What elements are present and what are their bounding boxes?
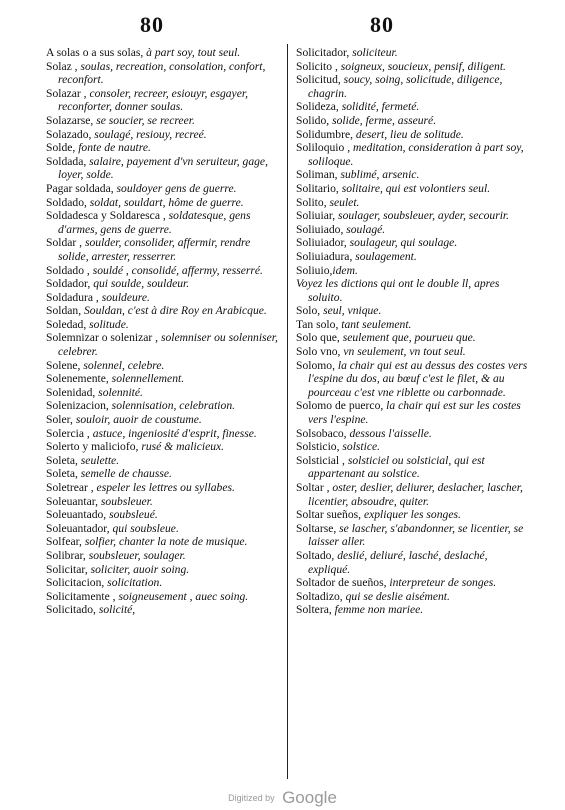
- left-column: [46, 46, 281, 617]
- entry-headword: Solerto y maliciofo,: [46, 440, 139, 454]
- dictionary-entry: [296, 549, 531, 576]
- dictionary-entry: [46, 603, 281, 617]
- dictionary-entry: [46, 495, 281, 509]
- entry-definition: dessous l'aisselle.: [346, 426, 432, 440]
- entry-definition: soldat, souldart, hôme de guerre.: [86, 195, 244, 209]
- entry-definition: Souldan, c'est à dire Roy en Arabicque.: [81, 304, 267, 318]
- entry-headword: Soliuiado,: [296, 222, 344, 236]
- entry-headword: Solene,: [46, 358, 81, 372]
- entry-headword: A solas o a sus solas,: [46, 46, 144, 59]
- dictionary-entry: [296, 141, 531, 168]
- entry-headword: Tan solo,: [296, 317, 339, 331]
- dictionary-entry: [46, 440, 281, 454]
- entry-definition: soulagement.: [352, 249, 417, 263]
- entry-definition: qui se deslie aisément.: [342, 589, 450, 603]
- dictionary-entry: [46, 331, 281, 358]
- entry-definition: soubsleuer, soulager.: [85, 548, 186, 562]
- dictionary-entry: [296, 603, 531, 617]
- dictionary-entry: [46, 576, 281, 590]
- entry-headword: Soliuio,: [296, 263, 333, 277]
- dictionary-entry: [296, 128, 531, 142]
- dictionary-entry: [296, 100, 531, 114]
- entry-headword: Soldada,: [46, 154, 87, 168]
- entry-definition: fonte de nautre.: [75, 141, 151, 155]
- entry-headword: Solito,: [296, 195, 327, 209]
- dictionary-entry: [296, 318, 531, 332]
- dictionary-entry: [296, 223, 531, 237]
- dictionary-entry: [296, 209, 531, 223]
- entry-definition: consoler, recreer, esiouyr, esgayer, reconforter, donner soulas.: [58, 86, 248, 114]
- entry-definition: souldoyer gens de guerre.: [113, 181, 237, 195]
- dictionary-entry: [296, 399, 531, 426]
- dictionary-entry: [46, 454, 281, 468]
- entry-headword: Soldado,: [46, 195, 87, 209]
- entry-headword: Soliuiar,: [296, 209, 336, 223]
- entry-definition: solennel, celebre.: [80, 358, 165, 372]
- entry-headword: Soliman,: [296, 168, 338, 182]
- entry-definition: semelle de chausse.: [77, 467, 172, 481]
- entry-headword: Soltar sueños,: [296, 508, 362, 522]
- entry-definition: meditation, consideration à part soy, soliloque.: [308, 141, 524, 168]
- entry-definition: soulagé.: [343, 222, 386, 236]
- entry-definition: expliquer les songes.: [361, 508, 461, 522]
- entry-definition: sublimé, arsenic.: [337, 168, 420, 182]
- entry-headword: Solenidad,: [46, 385, 96, 399]
- dictionary-entry: [46, 155, 281, 182]
- entry-headword: Soldador,: [46, 277, 91, 291]
- entry-definition: qui soulde, souldeur.: [90, 277, 190, 291]
- entry-definition: rusé & malicieux.: [138, 440, 225, 454]
- entry-definition: soliciter, auoir soing.: [87, 562, 190, 576]
- dictionary-entry: [296, 114, 531, 128]
- watermark-prefix: Digitized by: [228, 793, 275, 803]
- dictionary-entry: [46, 399, 281, 413]
- entry-headword: Solsobaco,: [296, 426, 347, 440]
- entry-headword: Solenemente,: [46, 372, 109, 386]
- entry-definition: soulagé, resiouy, recreé.: [91, 127, 207, 141]
- dictionary-entry: [296, 508, 531, 522]
- dictionary-entry: [46, 114, 281, 128]
- dictionary-entry: [46, 60, 281, 87]
- page-header: [40, 12, 540, 38]
- entry-definition: soliciteur.: [349, 46, 398, 59]
- entry-definition: soulas, recreation, consolation, confort, reconfort.: [58, 59, 266, 87]
- dictionary-entry: [46, 481, 281, 495]
- entry-headword: Solicitar,: [46, 562, 88, 576]
- dictionary-entry: [46, 182, 281, 196]
- entry-definition: seul, vnique.: [320, 304, 382, 318]
- dictionary-entry: [46, 522, 281, 536]
- dictionary-entry: [296, 182, 531, 196]
- dictionary-entry: [296, 359, 531, 400]
- dictionary-page: [40, 12, 540, 792]
- entry-headword: Soleta,: [46, 467, 78, 481]
- entry-headword: Soldado ,: [46, 263, 90, 277]
- entry-definition: solemniser ou solenniser, celebrer.: [58, 331, 278, 359]
- entry-definition: oster, deslier, deliurer, deslacher, lascher, licentier, absoudre, quiter.: [308, 481, 523, 508]
- entry-headword: Solicito ,: [296, 59, 338, 73]
- entry-headword: Solicitador,: [296, 46, 350, 59]
- entry-definition: seulement que, pourueu que.: [339, 331, 476, 345]
- entry-headword: Soliuiador,: [296, 236, 347, 250]
- entry-headword: Soleuantado,: [46, 508, 107, 522]
- entry-definition: soigneux, soucieux, pensif, diligent.: [337, 59, 506, 73]
- entry-definition: soucy, soing, solicitude, diligence, chagrin.: [308, 73, 503, 100]
- entry-definition: souldeure.: [98, 290, 150, 304]
- entry-headword: Pagar soldada,: [46, 181, 114, 195]
- entry-definition: seulet.: [326, 195, 360, 209]
- entry-headword: Soldar ,: [46, 236, 83, 250]
- entry-definition: solidité, fermeté.: [338, 100, 420, 114]
- entry-headword: Solomo de puerco,: [296, 399, 384, 413]
- dictionary-entry: [296, 236, 531, 250]
- entry-definition: solennisation, celebration.: [108, 399, 236, 413]
- entry-headword: Solsticial ,: [296, 453, 345, 467]
- dictionary-entry: [296, 576, 531, 590]
- entry-definition: solfier, chanter la note de musique.: [81, 535, 248, 549]
- dictionary-entry: [46, 128, 281, 142]
- entry-definition: se lascher, s'abandonner, se licentier, se laisser aller.: [308, 521, 524, 549]
- entry-definition: qui soubsleue.: [109, 521, 179, 535]
- entry-definition: solsticiel ou solsticial, qui est appartenant au solstice.: [308, 453, 485, 481]
- entry-headword: Solazar ,: [46, 86, 87, 100]
- right-column: [296, 46, 531, 617]
- entry-headword: Solido,: [296, 113, 330, 127]
- entry-definition: astuce, ingeniosité d'esprit, finesse.: [89, 426, 257, 440]
- entry-headword: Soleuantador,: [46, 521, 110, 535]
- dictionary-entry: [296, 440, 531, 454]
- dictionary-entry: [296, 60, 531, 74]
- right-page-number: 80: [370, 12, 394, 37]
- entry-headword: Solitario,: [296, 181, 339, 195]
- dictionary-entry: [46, 590, 281, 604]
- entry-definition: souloir, auoir de coustume.: [72, 413, 202, 427]
- entry-headword: Soler,: [46, 413, 73, 427]
- entry-headword: Solfear,: [46, 535, 82, 549]
- entry-headword: Solemnizar o solenizar ,: [46, 331, 159, 345]
- digitization-watermark: [0, 788, 565, 808]
- entry-headword: Solomo,: [296, 358, 335, 372]
- dictionary-entry: [46, 318, 281, 332]
- dictionary-entry: [46, 304, 281, 318]
- entry-headword: Solidumbre,: [296, 127, 354, 141]
- entry-definition: vn seulement, vn tout seul.: [340, 345, 466, 359]
- dictionary-entry: [46, 291, 281, 305]
- entry-definition: solennellement.: [108, 372, 185, 386]
- dictionary-entry: [46, 549, 281, 563]
- entry-definition: Voyez les dictions qui ont le double ll, apres soluito.: [296, 277, 500, 304]
- entry-headword: Solicitud,: [296, 73, 341, 87]
- entry-headword: Soleuantar,: [46, 494, 99, 508]
- left-page-number: 80: [140, 12, 164, 37]
- entry-headword: Solo que,: [296, 331, 340, 345]
- entry-headword: Solazarse,: [46, 113, 94, 127]
- entry-headword: Soltador de sueños,: [296, 576, 387, 590]
- entry-definition: solicitation.: [104, 576, 163, 590]
- entry-headword: Solsticio,: [296, 440, 340, 454]
- entry-definition: soubsleué.: [106, 508, 158, 522]
- entry-definition: solide, ferme, asseuré.: [329, 113, 437, 127]
- dictionary-entry: [296, 481, 531, 508]
- entry-definition: solicité,: [95, 603, 136, 617]
- dictionary-entry: [296, 427, 531, 441]
- dictionary-entry: [46, 427, 281, 441]
- dictionary-entry: [296, 196, 531, 210]
- entry-definition: soulageur, qui soulage.: [346, 236, 458, 250]
- entry-definition: interpreteur de songes.: [386, 576, 497, 590]
- dictionary-entry: [46, 46, 281, 60]
- dictionary-entry: [296, 304, 531, 318]
- entry-headword: Soldan,: [46, 304, 82, 318]
- entry-headword: Solenizacion,: [46, 399, 109, 413]
- watermark-logo: Google: [282, 788, 337, 807]
- dictionary-entry: [296, 264, 531, 278]
- dictionary-entry: [46, 413, 281, 427]
- dictionary-entry: [46, 467, 281, 481]
- dictionary-entry: [46, 508, 281, 522]
- entry-headword: Soltera,: [296, 603, 332, 617]
- dictionary-entry: [46, 359, 281, 373]
- entry-headword: Soliuiadura,: [296, 249, 353, 263]
- entry-definition: solitude.: [86, 317, 129, 331]
- entry-definition: se soucier, se recreer.: [93, 113, 195, 127]
- entry-definition: soulager, soubsleuer, ayder, secourir.: [335, 209, 510, 223]
- entry-headword: Solicitamente ,: [46, 589, 116, 603]
- dictionary-entry: [46, 264, 281, 278]
- dictionary-entry: [296, 168, 531, 182]
- entry-headword: Soldadura ,: [46, 290, 99, 304]
- entry-definition: desert, lieu de solitude.: [353, 127, 464, 141]
- entry-headword: Soleta,: [46, 453, 78, 467]
- dictionary-entry: [296, 522, 531, 549]
- dictionary-entry: [296, 46, 531, 60]
- entry-definition: deslié, deliuré, lasché, deslaché, expliqué.: [308, 548, 488, 576]
- entry-definition: soubsleuer.: [98, 494, 153, 508]
- dictionary-entry: [46, 563, 281, 577]
- column-divider: [287, 44, 288, 779]
- entry-definition: soldatesque, gens d'armes, gens de guerre.: [58, 209, 251, 236]
- entry-headword: Solde,: [46, 141, 76, 155]
- entry-headword: Solicitacion,: [46, 576, 105, 590]
- entry-headword: Soldadesca y Soldaresca ,: [46, 209, 166, 223]
- dictionary-entry: [46, 196, 281, 210]
- dictionary-entry: [296, 73, 531, 100]
- entry-definition: soulder, consolider, affermir, rendre solide, arrester, resserrer.: [58, 236, 251, 263]
- entry-definition: seulette.: [77, 453, 120, 467]
- entry-headword: Solazado,: [46, 127, 92, 141]
- entry-definition: femme non mariee.: [331, 603, 424, 617]
- dictionary-entry: [296, 345, 531, 359]
- entry-headword: Soltarse,: [296, 521, 337, 535]
- entry-definition: idem.: [332, 263, 358, 277]
- entry-definition: solitaire, qui est volontiers seul.: [338, 181, 491, 195]
- entry-definition: tant seulement.: [338, 317, 412, 331]
- entry-definition: solstice.: [339, 440, 381, 454]
- dictionary-entry: [46, 236, 281, 263]
- entry-headword: Soliloquio ,: [296, 141, 351, 155]
- entry-definition: la chair qui est sur les costes vers l'espine.: [308, 399, 521, 427]
- dictionary-entry: [46, 87, 281, 114]
- entry-headword: Solicitado,: [46, 603, 96, 617]
- entry-definition: solennité.: [95, 385, 143, 399]
- entry-definition: salaire, payement d'vn seruiteur, gage, loyer, solde.: [58, 154, 268, 182]
- entry-headword: Solercia ,: [46, 426, 90, 440]
- entry-headword: Solo,: [296, 304, 321, 318]
- dictionary-entry: [46, 535, 281, 549]
- entry-definition: la chair qui est au dessus des costes vers l'espine du dos, au bœuf c'est le filet, & au pourceau c'est vne riblette ou carbonnade.: [308, 358, 528, 399]
- entry-definition: espeler les lettres ou syllabes.: [93, 481, 235, 494]
- entry-headword: Solideza,: [296, 100, 339, 114]
- dictionary-entry: [46, 372, 281, 386]
- entry-headword: Soledad,: [46, 317, 87, 331]
- dictionary-entry: [296, 277, 531, 304]
- entry-definition: souldé , consolidé, affermy, resserré.: [89, 263, 263, 277]
- dictionary-entry: [46, 141, 281, 155]
- dictionary-entry: [46, 209, 281, 236]
- entry-headword: Solo vno,: [296, 345, 341, 359]
- entry-headword: Soltado,: [296, 548, 335, 562]
- entry-headword: Solibrar,: [46, 548, 86, 562]
- entry-headword: Soltar ,: [296, 481, 330, 494]
- entry-headword: Soletrear ,: [46, 481, 94, 494]
- dictionary-entry: [296, 590, 531, 604]
- entry-definition: à part soy, tout seul.: [143, 46, 241, 59]
- entry-headword: Soltadizo,: [296, 589, 343, 603]
- dictionary-entry: [46, 386, 281, 400]
- entry-definition: soigneusement , auec soing.: [115, 589, 249, 603]
- dictionary-entry: [46, 277, 281, 291]
- dictionary-entry: [296, 454, 531, 481]
- dictionary-entry: [296, 250, 531, 264]
- entry-headword: Solaz ,: [46, 59, 78, 73]
- dictionary-entry: [296, 331, 531, 345]
